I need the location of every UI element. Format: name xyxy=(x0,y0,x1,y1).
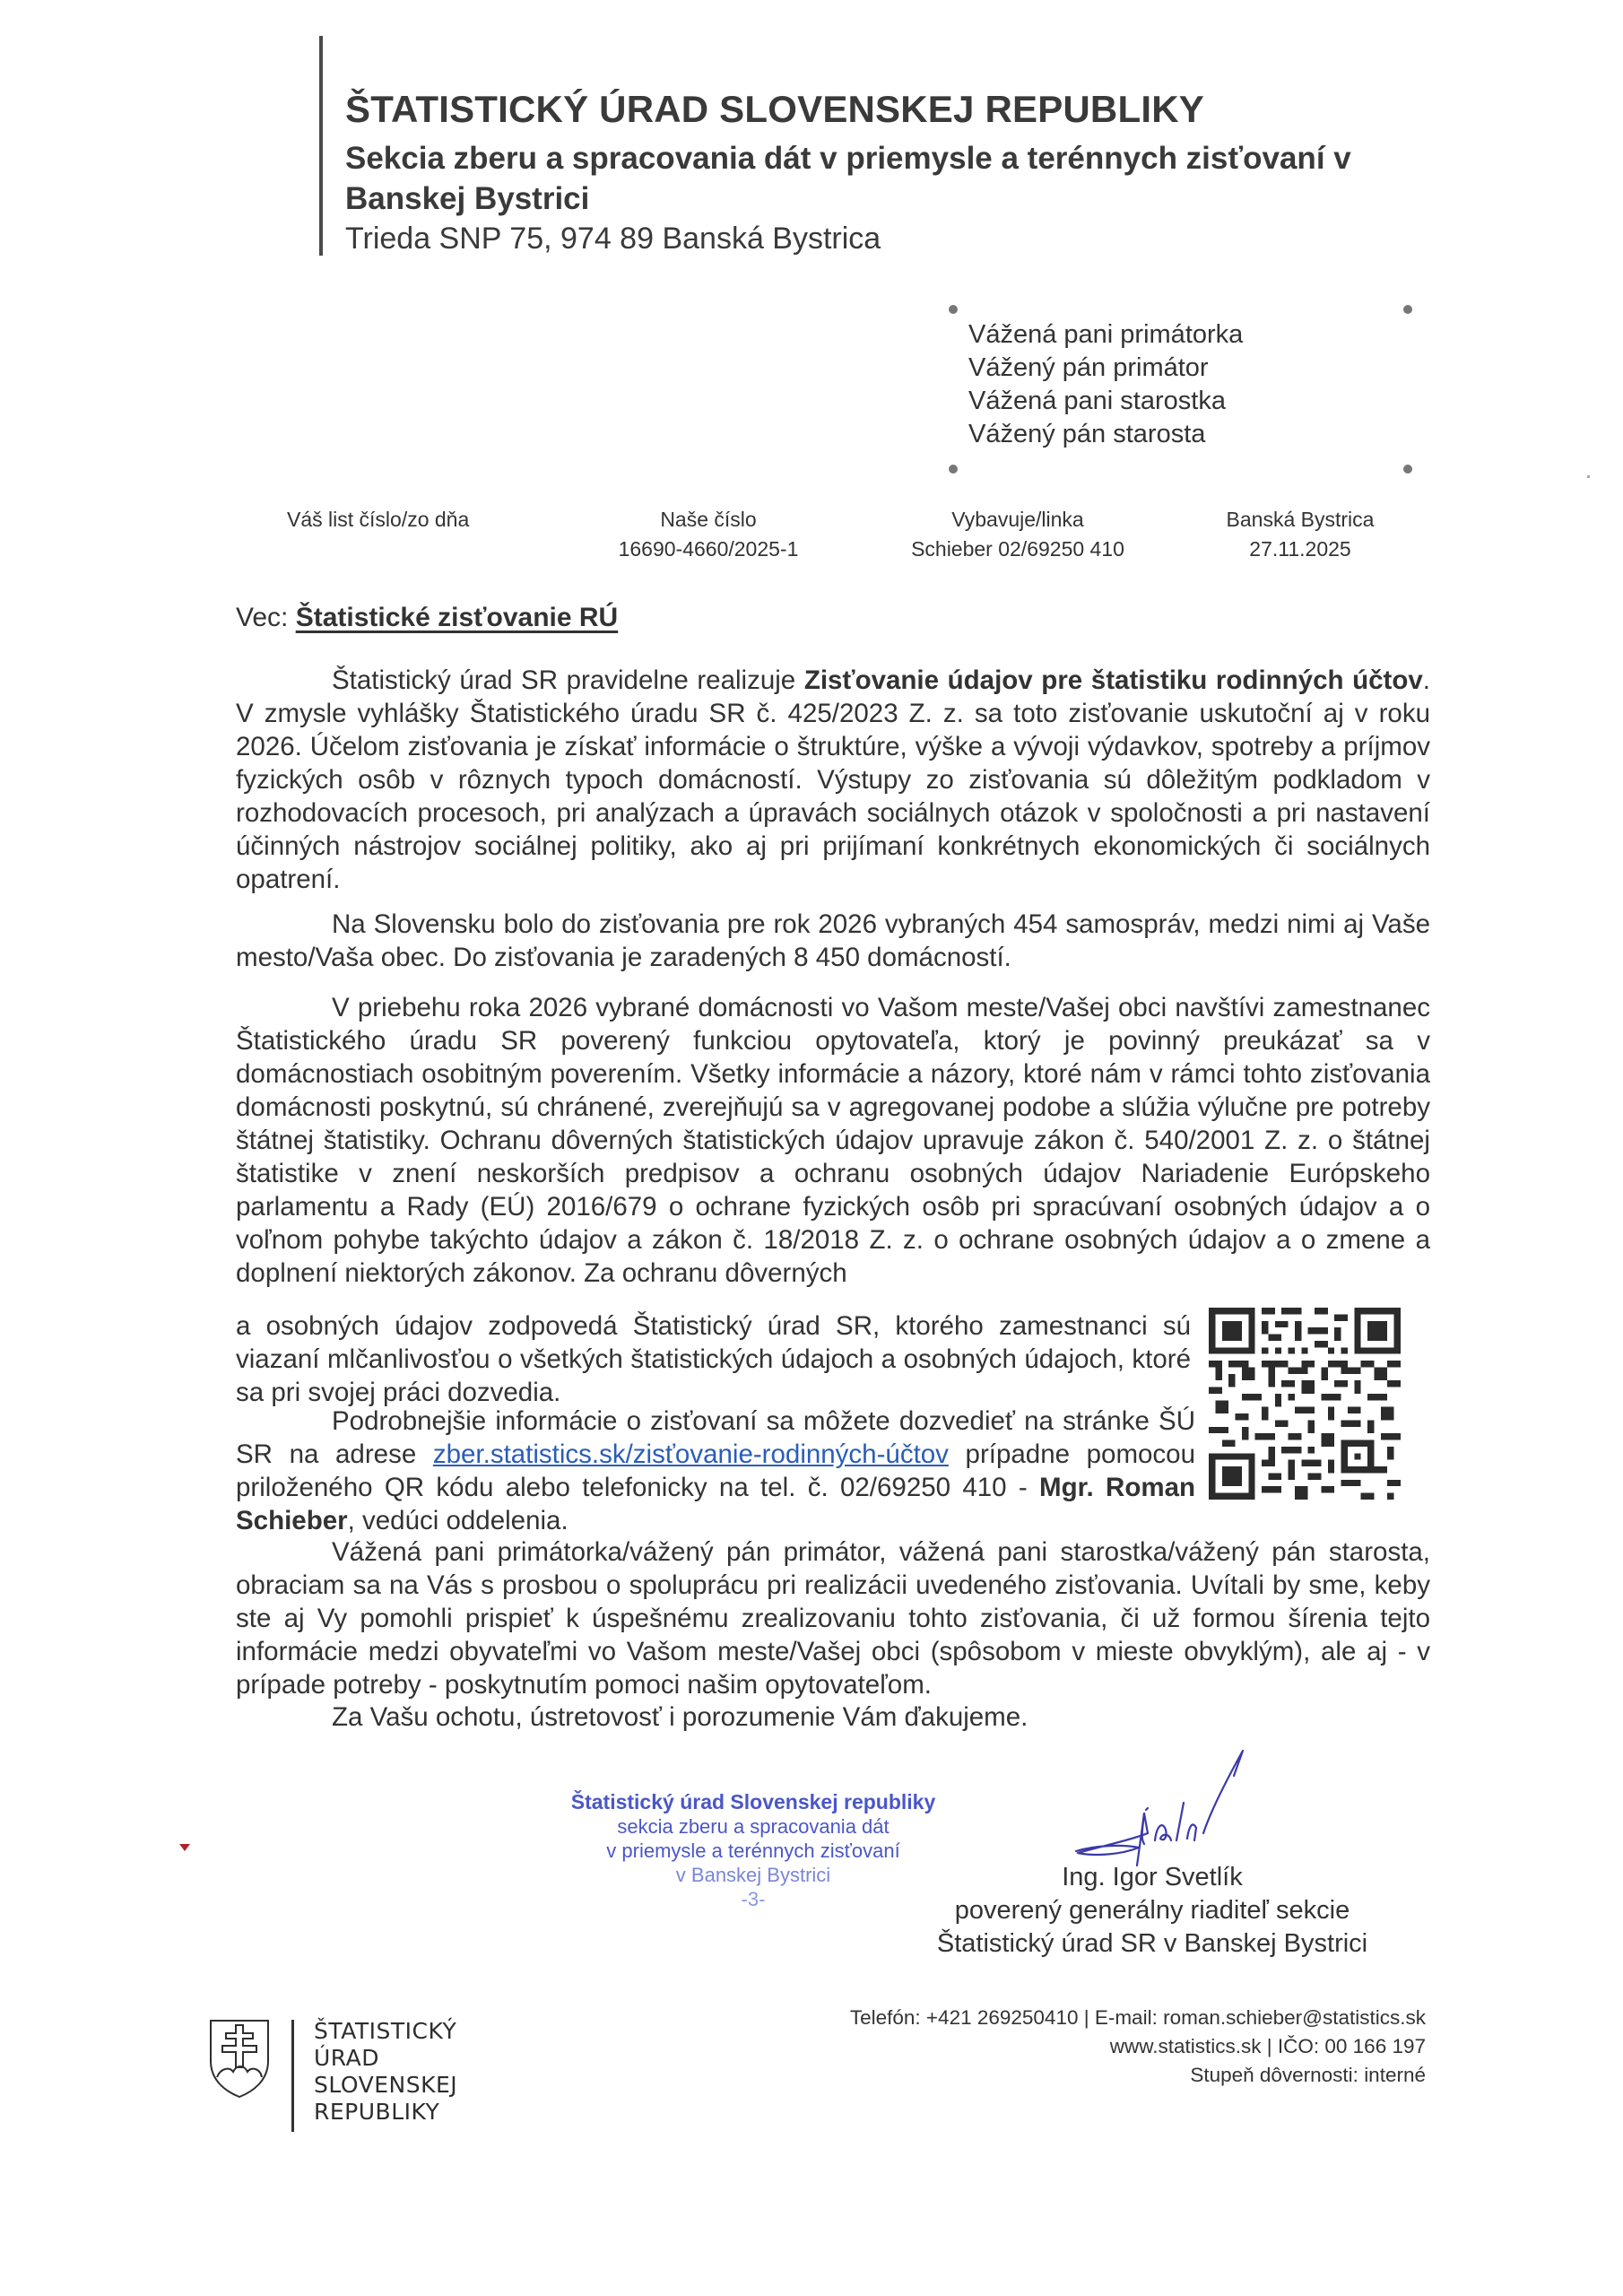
logo-line: ŠTATISTICKÝ xyxy=(314,2018,457,2044)
paragraph-5 xyxy=(236,1535,1430,1701)
ref-place-date xyxy=(1197,505,1403,564)
scan-speck xyxy=(1587,475,1590,478)
logo-divider xyxy=(291,2020,294,2132)
address-window-corner xyxy=(949,465,958,474)
ref-value: 16690-4660/2025-1 xyxy=(618,537,799,561)
p2-text: Na Slovensku bolo do zisťovania pre rok 2026 vybraných 454 samospráv, medzi nimi aj Vaše mesto/Vaša obec. Do zisťovania je zaradených 8 450 domácností. xyxy=(236,909,1430,972)
ref-label: Vybavuje/linka xyxy=(951,508,1084,531)
footer-logo-text xyxy=(314,2018,457,2126)
section-name: Sekcia zberu a spracovania dát v priemysle a terénnych zisťovaní v Banskej Bystrici xyxy=(345,141,1351,216)
ref-label: Naše číslo xyxy=(660,508,757,531)
paragraph-4 xyxy=(236,1405,1195,1537)
recipient-line: Vážená pani starostka xyxy=(968,387,1226,415)
organization-name: ŠTATISTICKÝ ÚRAD SLOVENSKEJ REPUBLIKY xyxy=(345,88,1204,130)
p5-text-post: , vedúci oddelenia. xyxy=(347,1506,568,1535)
ref-label: Váš list číslo/zo dňa xyxy=(287,508,470,531)
subject-text: Štatistické zisťovanie RÚ xyxy=(295,603,619,632)
address-window-corner xyxy=(949,305,958,314)
logo-line: ÚRAD xyxy=(314,2045,380,2071)
paragraph-2 xyxy=(236,908,1430,974)
contact-web-ico: www.statistics.sk | IČO: 00 166 197 xyxy=(1109,2035,1426,2057)
paragraph-3-continued xyxy=(236,1309,1191,1409)
scan-mark xyxy=(179,1844,190,1851)
handwritten-signature xyxy=(1058,1740,1273,1874)
ref-value: 27.11.2025 xyxy=(1249,537,1351,561)
qr-code-icon[interactable] xyxy=(1209,1308,1401,1500)
ref-our-number xyxy=(583,505,834,564)
stamp-line: sekcia zberu a spracovania dát xyxy=(617,1815,890,1838)
ref-label: Banská Bystrica xyxy=(1226,508,1375,531)
official-stamp xyxy=(565,1790,942,1911)
footer-contact xyxy=(850,2004,1426,2090)
signer-organization: Štatistický úrad SR v Banskej Bystrici xyxy=(936,1929,1368,1958)
ref-value: Schieber 02/69250 410 xyxy=(911,537,1124,561)
survey-website-link[interactable]: zber.statistics.sk/zisťovanie-rodinných-účtov xyxy=(432,1439,949,1469)
p4-text: a osobných údajov zodpovedá Štatistický úrad SR, ktorého zamestnanci sú viazaní mlčanlivosťou o všetkých štatistických údajoch a osobných údajoch, ktoré sa pri svojej práci dozvedia. xyxy=(236,1311,1191,1407)
stamp-line: Štatistický úrad Slovenskej republiky xyxy=(570,1790,936,1813)
stamp-line: -3- xyxy=(741,1888,766,1910)
ref-handled-by xyxy=(883,505,1152,564)
p6-text: Vážená pani primátorka/vážený pán primátor, vážená pani starostka/vážený pán starosta, obraciam sa na Vás s prosbou o spoluprácu pri realizácii uvedeného zisťovania. Uvítali by sme, keby ste aj Vy pomohli prispieť k úspešnému zrealizovaniu tohto zisťovania, či už formou šírenia tejto informácie medzi obyvateľmi vo Vašom meste/Vašej obci (spôsobom v mieste obvyklým), ale aj - v prípade potreby - poskytnutím pomoci našim opytovateľom. xyxy=(236,1537,1430,1700)
stamp-line: v Banskej Bystrici xyxy=(675,1864,831,1886)
office-address: Trieda SNP 75, 974 89 Banská Bystrica xyxy=(345,222,881,256)
logo-line: REPUBLIKY xyxy=(314,2099,440,2125)
recipient-line: Vážená pani primátorka xyxy=(968,320,1244,349)
paragraph-3 xyxy=(236,991,1430,1290)
p5-text-pre: Podrobnejšie informácie o zisťovaní sa môžete dozvedieť na stránke ŠÚ SR na adrese xyxy=(236,1406,1195,1469)
logo-line: SLOVENSKEJ xyxy=(314,2072,458,2098)
paragraph-6 xyxy=(236,1700,1430,1734)
paragraph-1 xyxy=(236,664,1430,896)
address-window-corner xyxy=(1403,465,1412,474)
survey-name: Zisťovanie údajov pre štatistiku rodinných účtov xyxy=(803,665,1423,695)
signer-name: Ing. Igor Svetlík xyxy=(1062,1863,1243,1892)
recipient-line: Vážený pán starosta xyxy=(968,420,1206,448)
stamp-line: v priemysle a terénnych zisťovaní xyxy=(606,1839,900,1862)
confidentiality-level: Stupeň dôvernosti: interné xyxy=(1190,2064,1426,2086)
signer-title: poverený generálny riaditeľ sekcie xyxy=(954,1896,1350,1925)
subject-line xyxy=(236,603,618,633)
slovak-coat-of-arms-icon xyxy=(208,2018,271,2099)
recipient-block xyxy=(968,318,1243,451)
header-divider xyxy=(319,36,323,256)
recipient-line: Vážený pán primátor xyxy=(968,353,1209,382)
p7-text: Za Vašu ochotu, ústretovosť i porozumenie Vám ďakujeme. xyxy=(332,1702,1028,1732)
contact-phone-email: Telefón: +421 269250410 | E-mail: roman.schieber@statistics.sk xyxy=(849,2006,1426,2029)
signer-block xyxy=(897,1861,1408,1961)
address-window-corner xyxy=(1403,305,1412,314)
p3-text: V priebehu roka 2026 vybrané domácnosti vo Vašom meste/Vašej obci navštívi zamestnanec Štatistického úradu SR poverený funkciou opytovateľa, ktorý je povinný preukázať sa v domácnostiach osobitným poverením. Všetky informácie a názory, ktoré nám v rámci tohto zisťovania domácnosti poskytnú, sú chránené, zverejňujú sa v agregovanej podobe a slúžia výlučne pre potreby štátnej štatistiky. Ochranu dôverných štatistických údajov upravuje zákon č. 540/2001 Z. z. o štátnej štatistike v znení neskorších predpisov a ochranu osobných údajov Nariadenie Európskeho parlamentu a Rady (EÚ) 2016/679 o ochrane fyzických osôb pri spracúvaní osobných údajov a o voľnom pohybe takýchto údajov a zákon č. 18/2018 Z. z. o ochrane osobných údajov a o zmene a doplnení niektorých zákonov. Za ochranu dôverných xyxy=(236,993,1430,1288)
ref-your-letter xyxy=(287,505,520,535)
subject-label: Vec: xyxy=(236,603,289,632)
p1-text-pre: Štatistický úrad SR pravidelne realizuje xyxy=(332,665,804,695)
p1-text-post: . V zmysle vyhlášky Štatistického úradu SR č. 425/2023 Z. z. sa toto zisťovanie uskutoční aj v roku 2026. Účelom zisťovania je získať informácie o štruktúre, výške a vývoji výdavkov, spotreby a príjmov fyzických osôb v rôznych typoch domácností. Výstupy zo zisťovania sú dôležitým podkladom v rozhodovacích procesoch, pri analýzach a úpravách sociálnych otázok v spoločnosti a pri nastavení účinných nástrojov sociálnej politiky, ako aj pri prijímaní konkrétnych ekonomických či sociálnych opatrení. xyxy=(236,665,1430,894)
contact-person: Mgr. Roman Schieber xyxy=(236,1473,1195,1535)
p5-text-mid: prípadne pomocou priloženého QR kódu alebo telefonicky na tel. č. 02/69250 410 - xyxy=(236,1439,1195,1502)
